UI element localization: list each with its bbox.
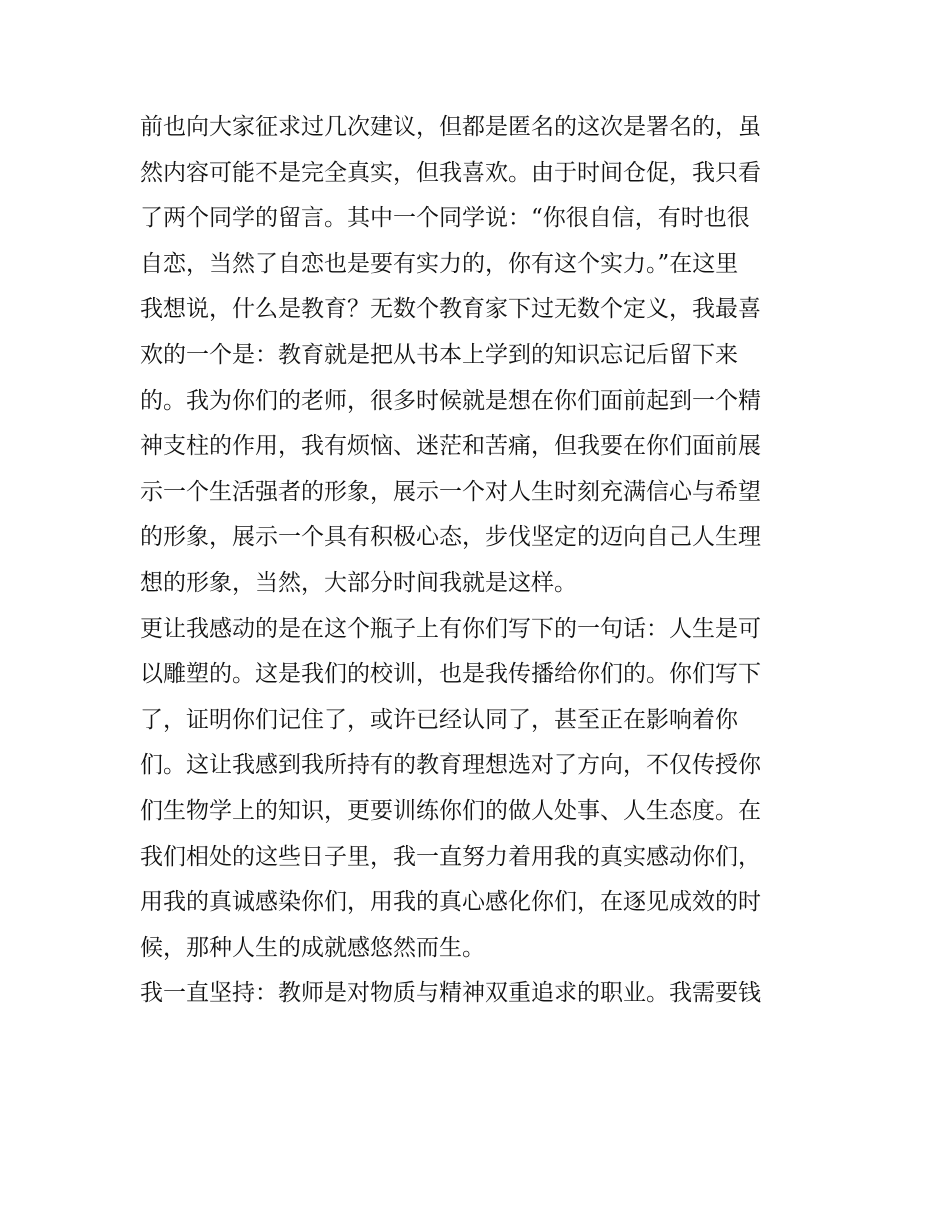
text-line: 自恋，当然了自恋也是要有实力的，你有这个实力。”在这里 [140, 250, 739, 277]
text-line: 以雕塑的。这是我们的校训，也是我传播给你们的。你们写下 [140, 661, 761, 688]
text-line: 了，证明你们记住了，或许已经认同了，甚至正在影响着你 [140, 706, 738, 733]
text-line: 的形象，展示一个具有积极心态，步伐坚定的迈向自己人生理 [140, 524, 761, 551]
text-line: 欢的一个是：教育就是把从书本上学到的知识忘记后留下来 [140, 341, 738, 368]
text-line: 想的形象，当然，大部分时间我就是这样。 [140, 569, 577, 596]
text-line: 候，那种人生的成就感悠然而生。 [140, 934, 485, 961]
text-line: 我一直坚持：教师是对物质与精神双重追求的职业。我需要钱 [140, 980, 761, 1007]
text-line: 我想说，什么是教育？无数个教育家下过无数个定义，我最喜 [140, 296, 761, 323]
text-line: 更让我感动的是在这个瓶子上有你们写下的一句话：人生是可 [140, 615, 761, 642]
text-line: 神支柱的作用，我有烦恼、迷茫和苦痛，但我要在你们面前展 [140, 433, 761, 460]
text-line: 然内容可能不是完全真实，但我喜欢。由于时间仓促，我只看 [140, 159, 761, 186]
text-line: 们生物学上的知识，更要训练你们的做人处事、人生态度。在 [140, 797, 761, 824]
text-line: 们。这让我感到我所持有的教育理想选对了方向，不仅传授你 [140, 752, 761, 779]
text-line: 的。我为你们的老师，很多时候就是想在你们面前起到一个精 [140, 387, 761, 414]
text-line: 前也向大家征求过几次建议，但都是匿名的这次是署名的，虽 [140, 114, 761, 140]
text-line: 了两个同学的留言。其中一个同学说：“你很自信，有时也很 [140, 205, 750, 232]
text-line: 示一个生活强者的形象，展示一个对人生时刻充满信心与希望 [140, 478, 761, 505]
text-line: 我们相处的这些日子里，我一直努力着用我的真实感动你们， [140, 843, 761, 870]
body-text [140, 105, 820, 1017]
text-line: 用我的真诚感染你们，用我的真心感化你们，在逐见成效的时 [140, 889, 761, 916]
